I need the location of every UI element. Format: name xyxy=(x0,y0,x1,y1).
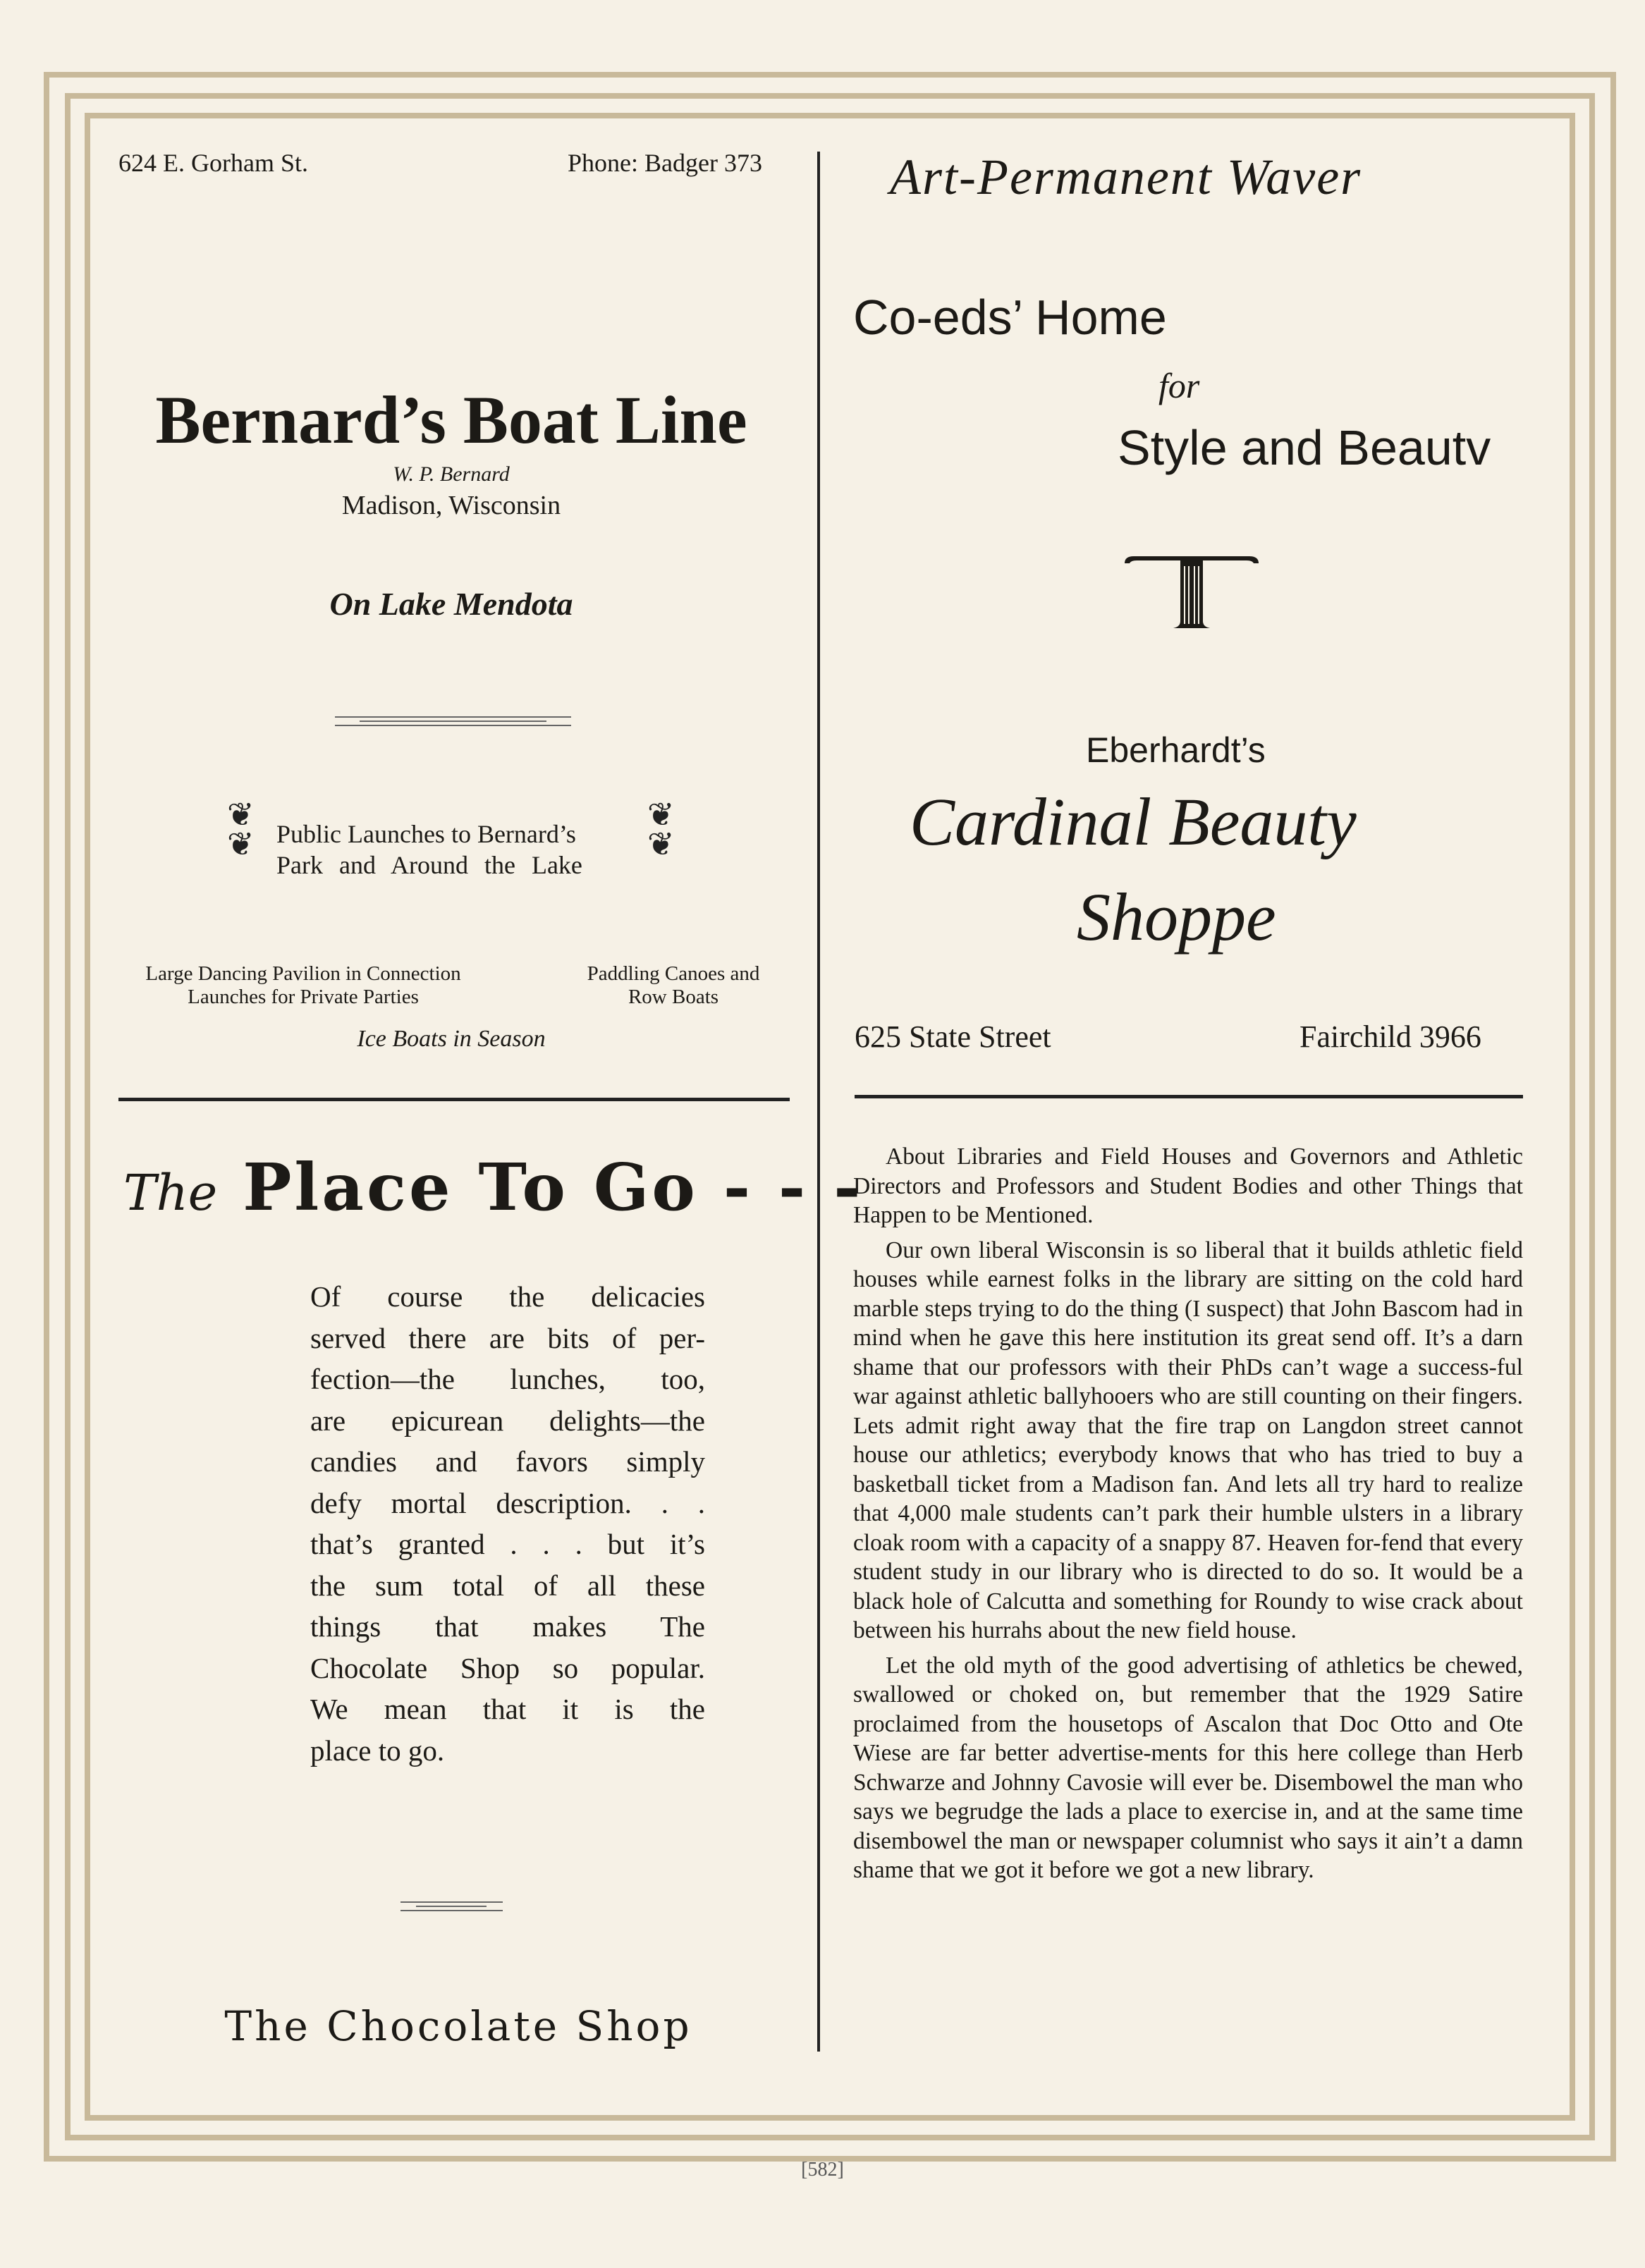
boat-phone: Phone: Badger 373 xyxy=(568,149,762,177)
ice-boats-line: Ice Boats in Season xyxy=(357,1026,546,1052)
chocolate-body-line: Chocolate Shop so popular. xyxy=(310,1651,705,1684)
boat-owner: W. P. Bernard xyxy=(393,462,510,486)
chocolate-body-line: Of course the delicacies xyxy=(310,1280,705,1313)
chocolate-body-line: things that makes The xyxy=(310,1610,705,1643)
editorial-essay xyxy=(853,1142,1523,1891)
boat-city: Madison, Wisconsin xyxy=(341,491,561,520)
chocolate-body-line: place to go. xyxy=(310,1734,445,1767)
canoes-line-1: Paddling Canoes and xyxy=(587,962,760,985)
launch-line-1: Public Launches to Bernard’s xyxy=(276,820,576,848)
chocolate-body-line: defy mortal description. . . xyxy=(310,1486,705,1519)
chocolate-body-line: candies and favors simply xyxy=(310,1445,705,1478)
chocolate-body-line: that’s granted . . . but it’s xyxy=(310,1528,705,1560)
boat-title: Bernard’s Boat Line xyxy=(155,382,747,458)
pavilion-line-1: Large Dancing Pavilion in Connection xyxy=(145,962,461,985)
beauty-owner: Eberhardt’s xyxy=(1086,730,1266,770)
beauty-address: 625 State Street xyxy=(855,1019,1051,1054)
beauty-name-line-2: Shoppe xyxy=(1077,879,1276,955)
beauty-line-3: Style and Beautv xyxy=(1118,420,1491,475)
chocolate-body-line: served there are bits of per- xyxy=(310,1321,705,1354)
beauty-name-line-1: Cardinal Beauty xyxy=(910,784,1357,859)
chocolate-body xyxy=(310,1276,705,1771)
beauty-line-2: for xyxy=(1158,366,1200,405)
beauty-phone: Fairchild 3966 xyxy=(1300,1019,1481,1054)
chocolate-body-line: the sum total of all these xyxy=(310,1569,705,1602)
chocolate-headline-prefix: The xyxy=(123,1164,218,1222)
t-monogram-icon xyxy=(1121,553,1262,631)
essay-paragraph: About Libraries and Field Houses and Governors and Athletic Directors and Professors and Student Bodies and other Things that Happen to be Mentioned. xyxy=(853,1144,1523,1228)
boat-address: 624 E. Gorham St. xyxy=(118,149,308,177)
pavilion-line-2: Launches for Private Parties xyxy=(188,986,419,1008)
canoes-line-2: Row Boats xyxy=(628,986,719,1008)
right-section-divider xyxy=(855,1095,1523,1098)
chocolate-body-line: fection—the lunches, too, xyxy=(310,1363,705,1395)
beauty-line-1: Co-eds’ Home xyxy=(853,290,1167,345)
left-section-divider xyxy=(118,1098,790,1101)
right-fleuron-icon: ❦ ❦ xyxy=(647,797,675,862)
chocolate-body-line: are epicurean delights—the xyxy=(310,1404,705,1437)
chocolate-headline-main: Place To Go - - - xyxy=(243,1149,864,1225)
essay-paragraph: Our own liberal Wisconsin is so liberal that it builds athletic field houses while earnest folks in the library are sitting on the cold hard marble steps trying to do the thing (I suspect) that John Bascom had in mind when he gave this here institution its great send off. It’s a darn shame that our professors with their PhDs can’t wage a success-ful war against athletic ballyhooers who are still counting on their fingers. Lets admit right away that the fire trap on Langdon street cannot house our athletics; everybody knows that who has tried to buy a basketball ticket from a Madison fan. And lets all try hard to realize that 4,000 male students can’t park their humble ulsters in a library cloak room with a capacity of a snappy 87. Heaven for-fend that every student study in our library who is directed to do so. It would be a black hole of Calcutta and something for Roundy to wise crack about between his hurrahs about the new field house. xyxy=(853,1237,1523,1643)
left-fleuron-icon: ❦ ❦ xyxy=(227,797,255,862)
page-number: [582] xyxy=(801,2159,844,2181)
launch-line-2: Park and Around the Lake xyxy=(276,851,582,879)
chocolate-signature: The Chocolate Shop xyxy=(224,2002,692,2050)
boat-tagline: On Lake Mendota xyxy=(329,586,573,622)
chocolate-body-line: We mean that it is the xyxy=(310,1693,705,1725)
beauty-headline: Art-Permanent Waver xyxy=(890,149,1362,205)
essay-paragraph: Let the old myth of the good advertising of athletics be chewed, swallowed or choked on, but remember that the 1929 Satire proclaimed from the housetops of Ascalon that Doc Otto and Ote Wiese are far better advertise-ments for this here college than Herb Schwarze and Johnny Cavosie will ever be. Disembowel the man who says we begrudge the lads a place to exercise in, and at the same time disembowel the man or newspaper columnist who says it ain’t a damn shame that we got it before we got a new library. xyxy=(853,1652,1523,1883)
chocolate-headline xyxy=(123,1149,863,1225)
column-divider xyxy=(817,152,820,2052)
